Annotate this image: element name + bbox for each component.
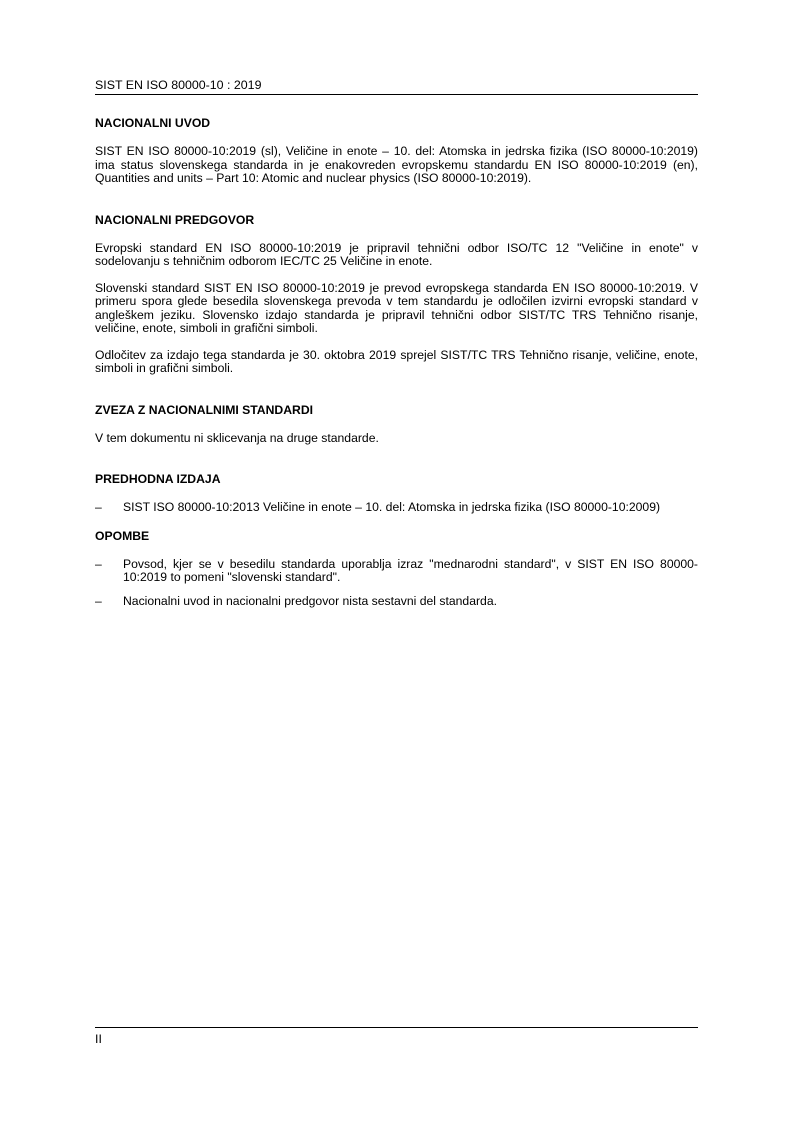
section-heading: OPOMBE (95, 528, 150, 543)
list-item-text: Povsod, kjer se v besedilu standarda uporablja izraz "mednarodni standard", v SIST EN ISO 80000-10:2019 to pomeni "slovenski standard". (123, 556, 698, 584)
list-item-text: SIST ISO 80000-10:2013 Veličine in enote – 10. del: Atomska in jedrska fizika (ISO 80000-10:2009) (123, 500, 661, 514)
dash-list (95, 501, 698, 515)
section-heading: PREDHODNA IZDAJA (95, 472, 221, 486)
dash-marker: – (95, 500, 102, 514)
page-footer (95, 1027, 698, 1046)
section-predhodna-izdaja (95, 472, 698, 515)
document-page (95, 0, 698, 1122)
dash-list (95, 558, 698, 609)
list-item (95, 501, 698, 515)
running-header: SIST EN ISO 80000-10 : 2019 (95, 78, 698, 95)
list-item (95, 595, 698, 609)
list-item-text: Nacionalni uvod in nacionalni predgovor nista sestavni del standarda. (123, 593, 497, 608)
page-number: II (95, 1032, 102, 1046)
section-heading: NACIONALNI UVOD (95, 116, 211, 130)
section-heading: NACIONALNI PREDGOVOR (95, 212, 255, 227)
section-heading: ZVEZA Z NACIONALNIMI STANDARDI (95, 402, 314, 417)
list-item (95, 558, 698, 585)
paragraph: V tem dokumentu ni sklicevanja na druge standarde. (95, 430, 379, 445)
page-content (95, 116, 698, 618)
section-opombe (95, 529, 698, 609)
paragraph: Odločitev za izdajo tega standarda je 30. oktobra 2019 sprejel SIST/TC TRS Tehnično risanje, veličine, enote, simboli in grafični simboli. (95, 347, 698, 375)
dash-marker: – (95, 556, 102, 571)
section-nacionalni-predgovor (95, 213, 698, 376)
section-zveza (95, 403, 698, 446)
section-nacionalni-uvod (95, 116, 698, 186)
paragraph: Slovenski standard SIST EN ISO 80000-10:2019 je prevod evropskega standarda EN ISO 80000-10:2019. V primeru spora glede besedila slovenskega prevoda v tem standardu je odločilen izvirni evropski standard v angleškem jeziku. Slovensko izdajo standarda je pripravil tehnični odbor SIST/TC TRS Tehnično risanje, veličine, enote, simboli in grafični simboli. (95, 280, 698, 335)
dash-marker: – (95, 593, 102, 608)
paragraph: SIST EN ISO 80000-10:2019 (sl), Veličine in enote – 10. del: Atomska in jedrska fizika (ISO 80000-10:2019) ima status slovenskega standarda in je enakovreden evropskemu standardu EN ISO 80000-10:2019 (en), Quantities and units – Part 10: Atomic and nuclear physics (ISO 80000-10:2019). (95, 144, 698, 185)
paragraph: Evropski standard EN ISO 80000-10:2019 je pripravil tehnični odbor ISO/TC 12 "Veličine in enote" v sodelovanju s tehničnim odborom IEC/TC 25 Veličine in enote. (95, 240, 698, 268)
